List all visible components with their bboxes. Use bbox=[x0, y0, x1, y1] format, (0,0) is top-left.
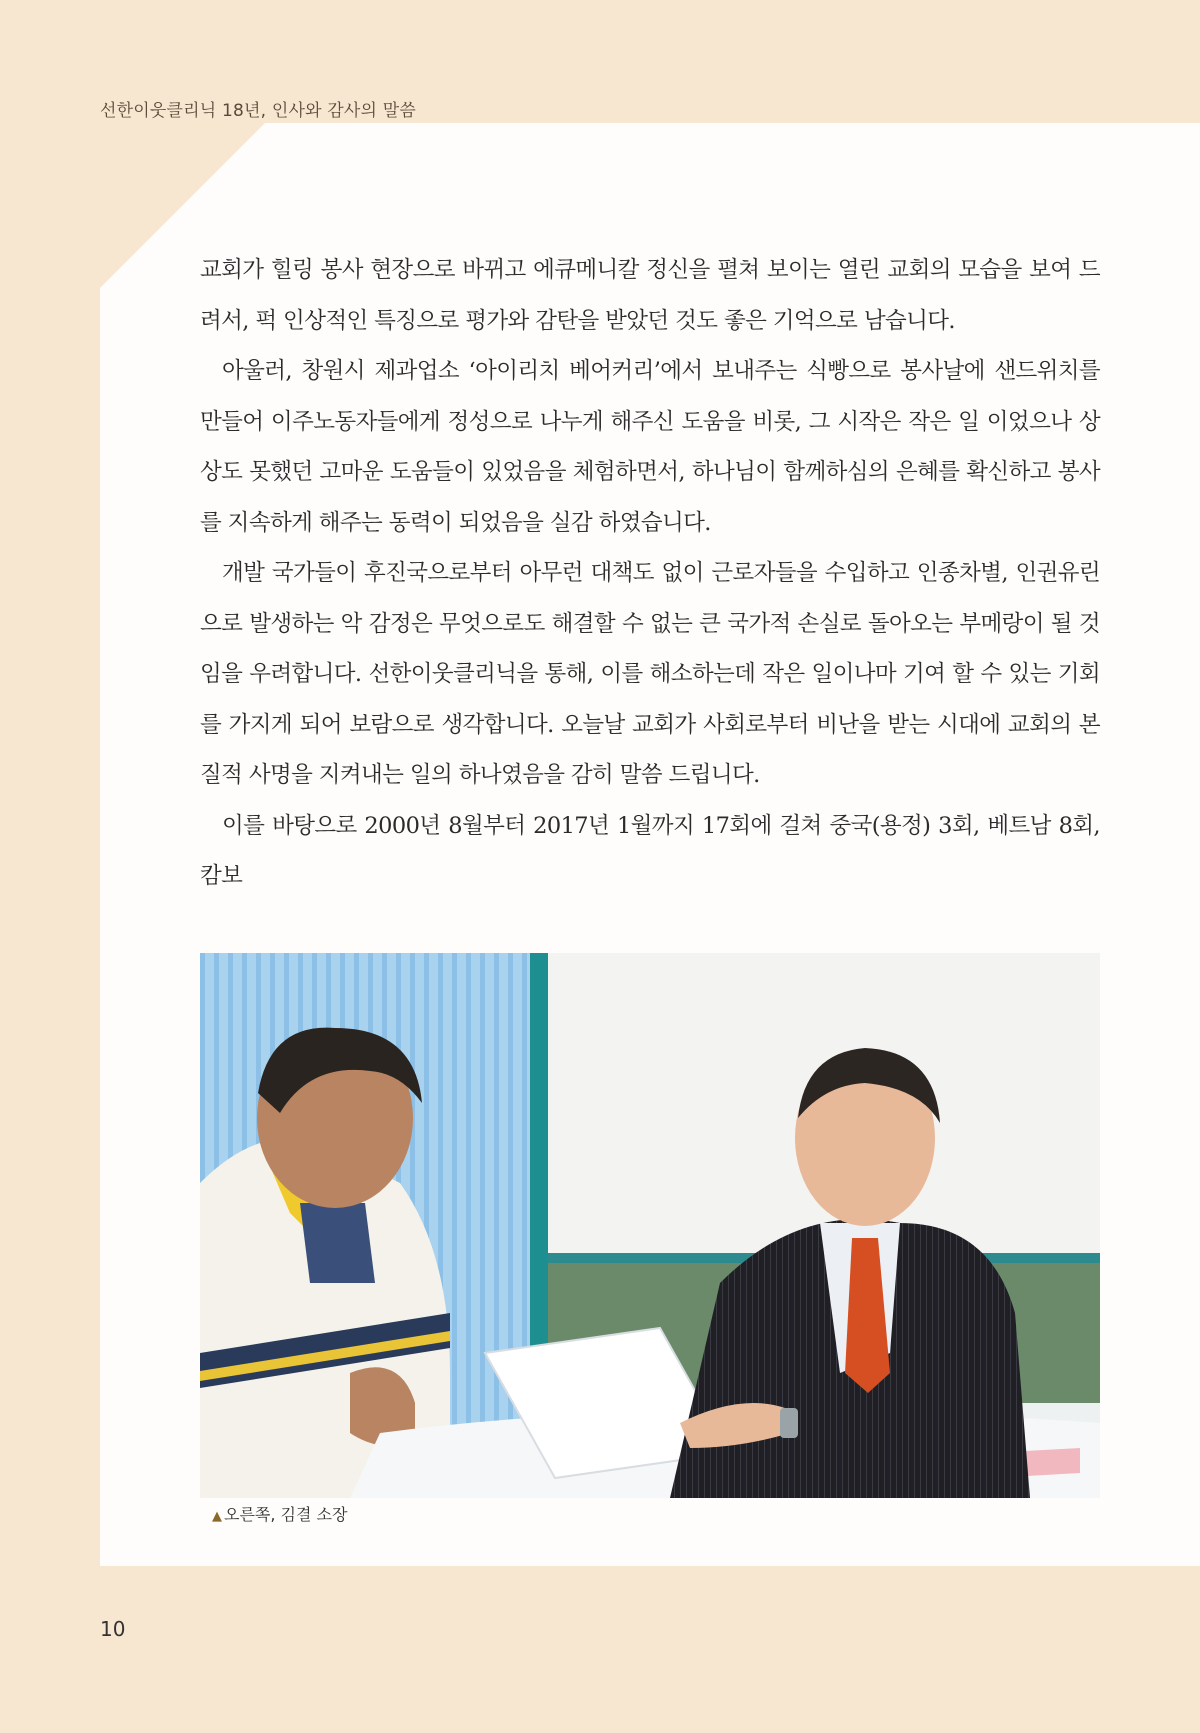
paragraph-3: 개발 국가들이 후진국으로부터 아무런 대책도 없이 근로자들을 수입하고 인종차별, 인권유린으로 발생하는 악 감정은 무엇으로도 해결할 수 없는 큰 국가적 손실로 돌아오는 부메랑이 될 것임을 우려합니다. 선한이웃클리닉을 통해, 이를 해소하는데 작은 일이나마 기여 할 수 있는 기회를 가지게 되어 보람으로 생각합니다. 오늘날 교회가 사회로부터 비난을 받는 시대에 교회의 본질적 사명을 지켜내는 일의 하나였음을 감히 말씀 드립니다. bbox=[200, 560, 1100, 788]
running-header: 선한이웃클리닉 18년, 인사와 감사의 말씀 bbox=[100, 101, 417, 121]
photo-consultation bbox=[200, 953, 1100, 1498]
page-number: 10 bbox=[100, 1617, 126, 1641]
photo-caption bbox=[212, 1502, 347, 1525]
caption-triangle-icon: ▲ bbox=[212, 1509, 222, 1524]
body-text bbox=[200, 245, 1100, 902]
photo-illustration bbox=[200, 953, 1100, 1498]
paragraph-2: 아울러, 창원시 제과업소 ‘아이리치 베어커리’에서 보내주는 식빵으로 봉사날에 샌드위치를 만들어 이주노동자들에게 정성으로 나누게 해주신 도움을 비롯, 그 시작은 작은 일 이었으나 상상도 못했던 고마운 도움들이 있었음을 체험하면서, 하나님이 함께하심의 은혜를 확신하고 봉사를 지속하게 해주는 동력이 되었음을 실감 하였습니다. bbox=[200, 358, 1100, 536]
paragraph-1: 교회가 힐링 봉사 현장으로 바뀌고 에큐메니칼 정신을 펼쳐 보이는 열린 교회의 모습을 보여 드려서, 퍽 인상적인 특징으로 평가와 감탄을 받았던 것도 좋은 기억으로 남습니다. bbox=[200, 257, 1100, 334]
paragraph-4: 이를 바탕으로 2000년 8월부터 2017년 1월까지 17회에 걸쳐 중국(용정) 3회, 베트남 8회, 캄보 bbox=[200, 812, 1100, 889]
caption-text: 오른쪽, 김결 소장 bbox=[224, 1505, 348, 1524]
